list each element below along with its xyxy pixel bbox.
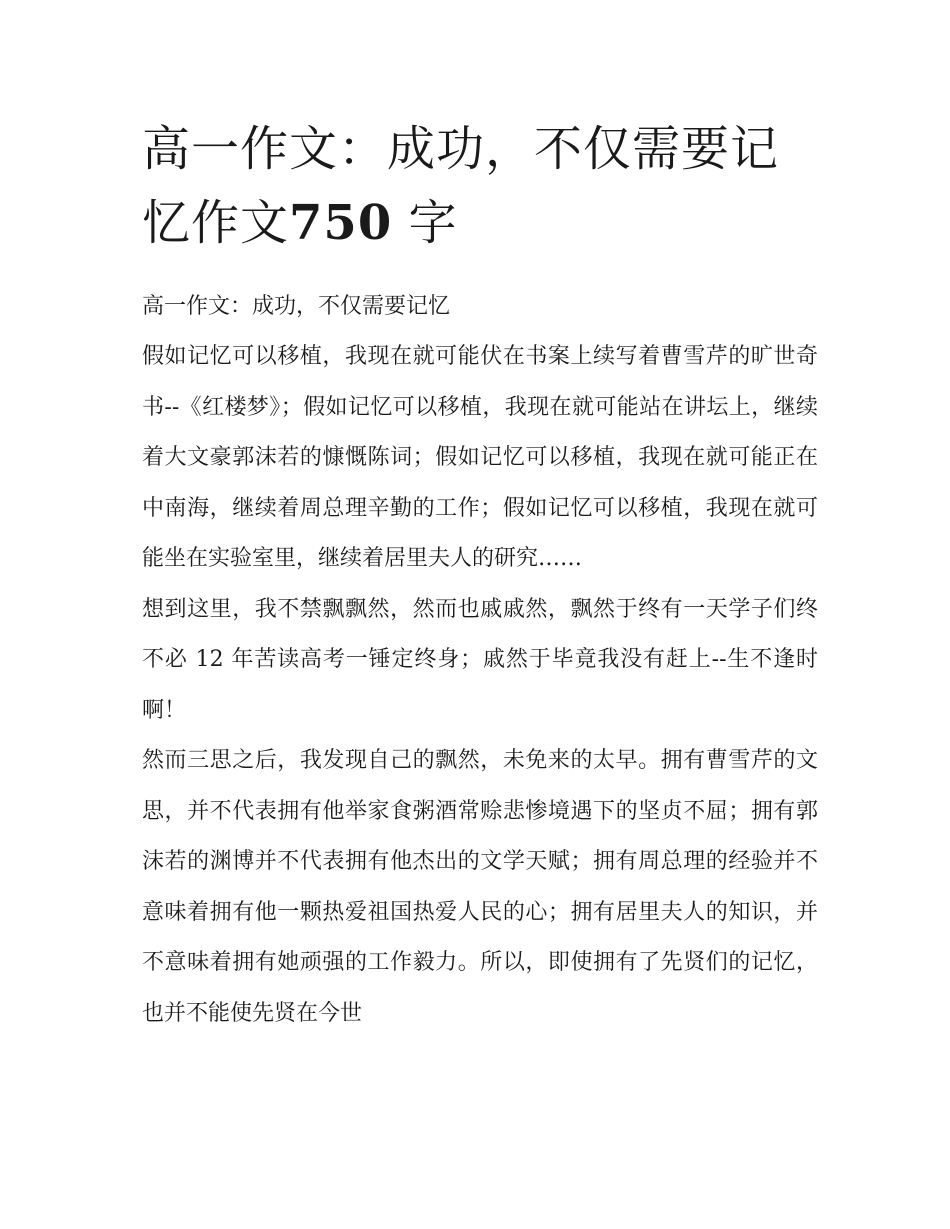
paragraph-2: 想到这里，我不禁飘飘然，然而也戚戚然，飘然于终有一天学子们终不必 12 年苦读高考一锤定终身；戚然于毕竟我没有赶上--生不逢时啊！	[142, 596, 818, 723]
document-page	[142, 112, 818, 1039]
title-suffix: 字	[408, 195, 458, 251]
document-title	[142, 112, 818, 260]
document-subtitle: 高一作文：成功，不仅需要记忆	[142, 294, 451, 319]
paragraph-1: 假如记忆可以移植，我现在就可能伏在书案上续写着曹雪芹的旷世奇书--《红楼梦》；假如记忆可以移植，我现在就可能站在讲坛上，继续着大文豪郭沫若的慷慨陈词；假如记忆可以移植，我现在就可能正在中南海，继续着周总理辛勤的工作；假如记忆可以移植，我现在就可能坐在实验室里，继续着居里夫人的研究……	[142, 344, 818, 571]
paragraph-3: 然而三思之后，我发现自己的飘然，未免来的太早。拥有曹雪芹的文思，并不代表拥有他举家食粥酒常赊悲惨境遇下的坚贞不屈；拥有郭沫若的渊博并不代表拥有他杰出的文学天赋；拥有周总理的经验并不意味着拥有他一颗热爱祖国热爱人民的心；拥有居里夫人的知识，并不意味着拥有她顽强的工作毅力。所以，即使拥有了先贤们的记忆，也并不能使先贤在今世	[142, 748, 818, 1026]
title-number: 750	[289, 195, 393, 251]
title-text: 高一作文：成功，不仅需要记忆作文	[142, 121, 780, 251]
